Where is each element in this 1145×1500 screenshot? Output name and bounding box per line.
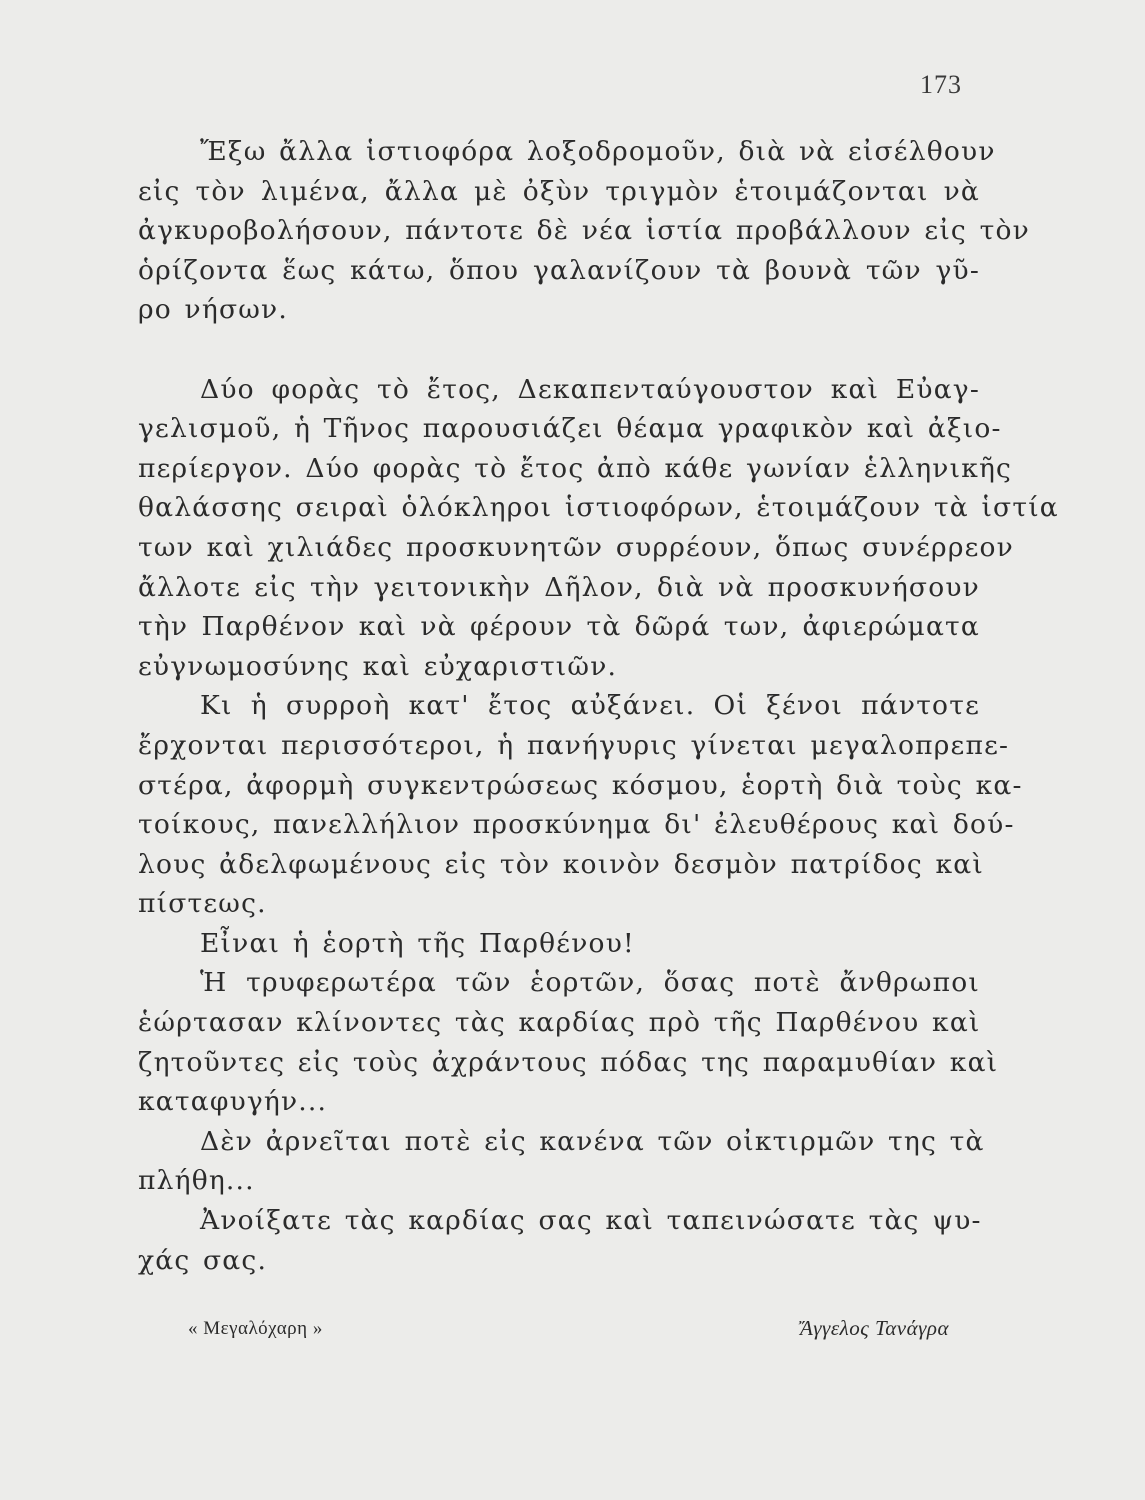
text-line: των καὶ χιλιάδες προσκυνητῶν συρρέουν, ὅπως συνέρρεον [138,531,1014,563]
text-line: ὁρίζοντα ἕως κάτω, ὅπου γαλανίζουν τὰ βουνὰ τῶν γῦ- [138,254,980,286]
text-line: ζητοῦντες εἰς τοὺς ἀχράντους πόδας της παραμυθίαν καὶ [138,1046,999,1078]
text-line: ἀγκυροβολήσουν, πάντοτε δὲ νέα ἱστία προβάλλουν εἰς τὸν [138,215,1030,247]
text-line: χάς σας. [138,1244,268,1276]
text-line: εὐγνωμοσύνης καὶ εὐχαριστιῶν. [138,650,618,682]
text-line: Δύο φορὰς τὸ ἔτος, Δεκαπενταύγουστον καὶ Εὐαγ- [200,373,980,405]
text-line: ἔρχονται περισσότεροι, ἡ πανήγυρις γίνεται μεγαλοπρεπε- [138,729,1010,761]
body-text [138,132,1059,1280]
text-line: θαλάσσης σειραὶ ὁλόκληροι ἱστιοφόρων, ἑτοιμάζουν τὰ ἱστία [138,492,1059,524]
text-line: τὴν Παρθένον καὶ νὰ φέρουν τὰ δῶρά των, ἀφιερώματα [138,611,980,643]
paragraph [138,924,980,964]
text-line: Εἶναι ἡ ἑορτὴ τῆς Παρθένου! [200,927,635,959]
text-line: γελισμοῦ, ἡ Τῆνος παρουσιάζει θέαμα γραφικὸν καὶ ἀξιο- [138,413,1002,445]
text-line: στέρα, ἀφορμὴ συγκεντρώσεως κόσμου, ἑορτὴ διὰ τοὺς κα- [138,769,1023,801]
paragraph [138,686,1023,924]
text-line: Κι ἡ συρροὴ κατ' ἔτος αὐξάνει. Οἱ ξένοι πάντοτε [200,690,980,722]
paragraph-gap [138,330,980,370]
text-line: Δὲν ἀρνεῖται ποτὲ εἰς κανένα τῶν οἰκτιρμῶν της τὰ [200,1125,985,1157]
text-line: περίεργον. Δύο φορὰς τὸ ἔτος ἀπὸ κάθε γωνίαν ἑλληνικῆς [138,452,1013,484]
text-line: Ἀνοίξατε τὰς καρδίας σας καὶ ταπεινώσατε τὰς ψυ- [200,1205,982,1237]
paragraph [138,370,1059,687]
text-line: λους ἀδελφωμένους εἰς τὸν κοινὸν δεσμὸν πατρίδος καὶ [138,848,984,880]
paragraph [138,963,999,1121]
text-line: ἄλλοτε εἰς τὴν γειτονικὴν Δῆλον, διὰ νὰ προσκυνήσουν [138,571,980,603]
paragraph [138,1122,985,1201]
text-line: καταφυγήν... [138,1086,328,1118]
paragraph [138,1201,980,1280]
text-line: ἑώρτασαν κλίνοντες τὰς καρδίας πρὸ τῆς Παρθένου καὶ [138,1007,981,1039]
text-line: τοίκους, πανελλήλιον προσκύνημα δι' ἐλευθέρους καὶ δού- [138,809,1015,841]
text-line: Ἡ τρυφερωτέρα τῶν ἑορτῶν, ὅσας ποτὲ ἄνθρωποι [200,967,980,999]
paragraph [138,132,1030,330]
text-line: πίστεως. [138,888,267,920]
text-line: Ἔξω ἄλλα ἱστιοφόρα λοξοδρομοῦν, διὰ νὰ εἰσέλθουν [200,136,996,167]
text-line: εἰς τὸν λιμένα, ἄλλα μὲ ὀξὺν τριγμὸν ἑτοιμάζονται νὰ [138,175,980,207]
author-signature: Ἄγγελος Τανάγρα [799,1316,949,1340]
page-number: 173 [920,70,962,99]
text-line: ρο νήσων. [138,294,288,326]
source-title: « Μεγαλόχαρη » [188,1318,323,1339]
text-line: πλήθη... [138,1165,255,1197]
